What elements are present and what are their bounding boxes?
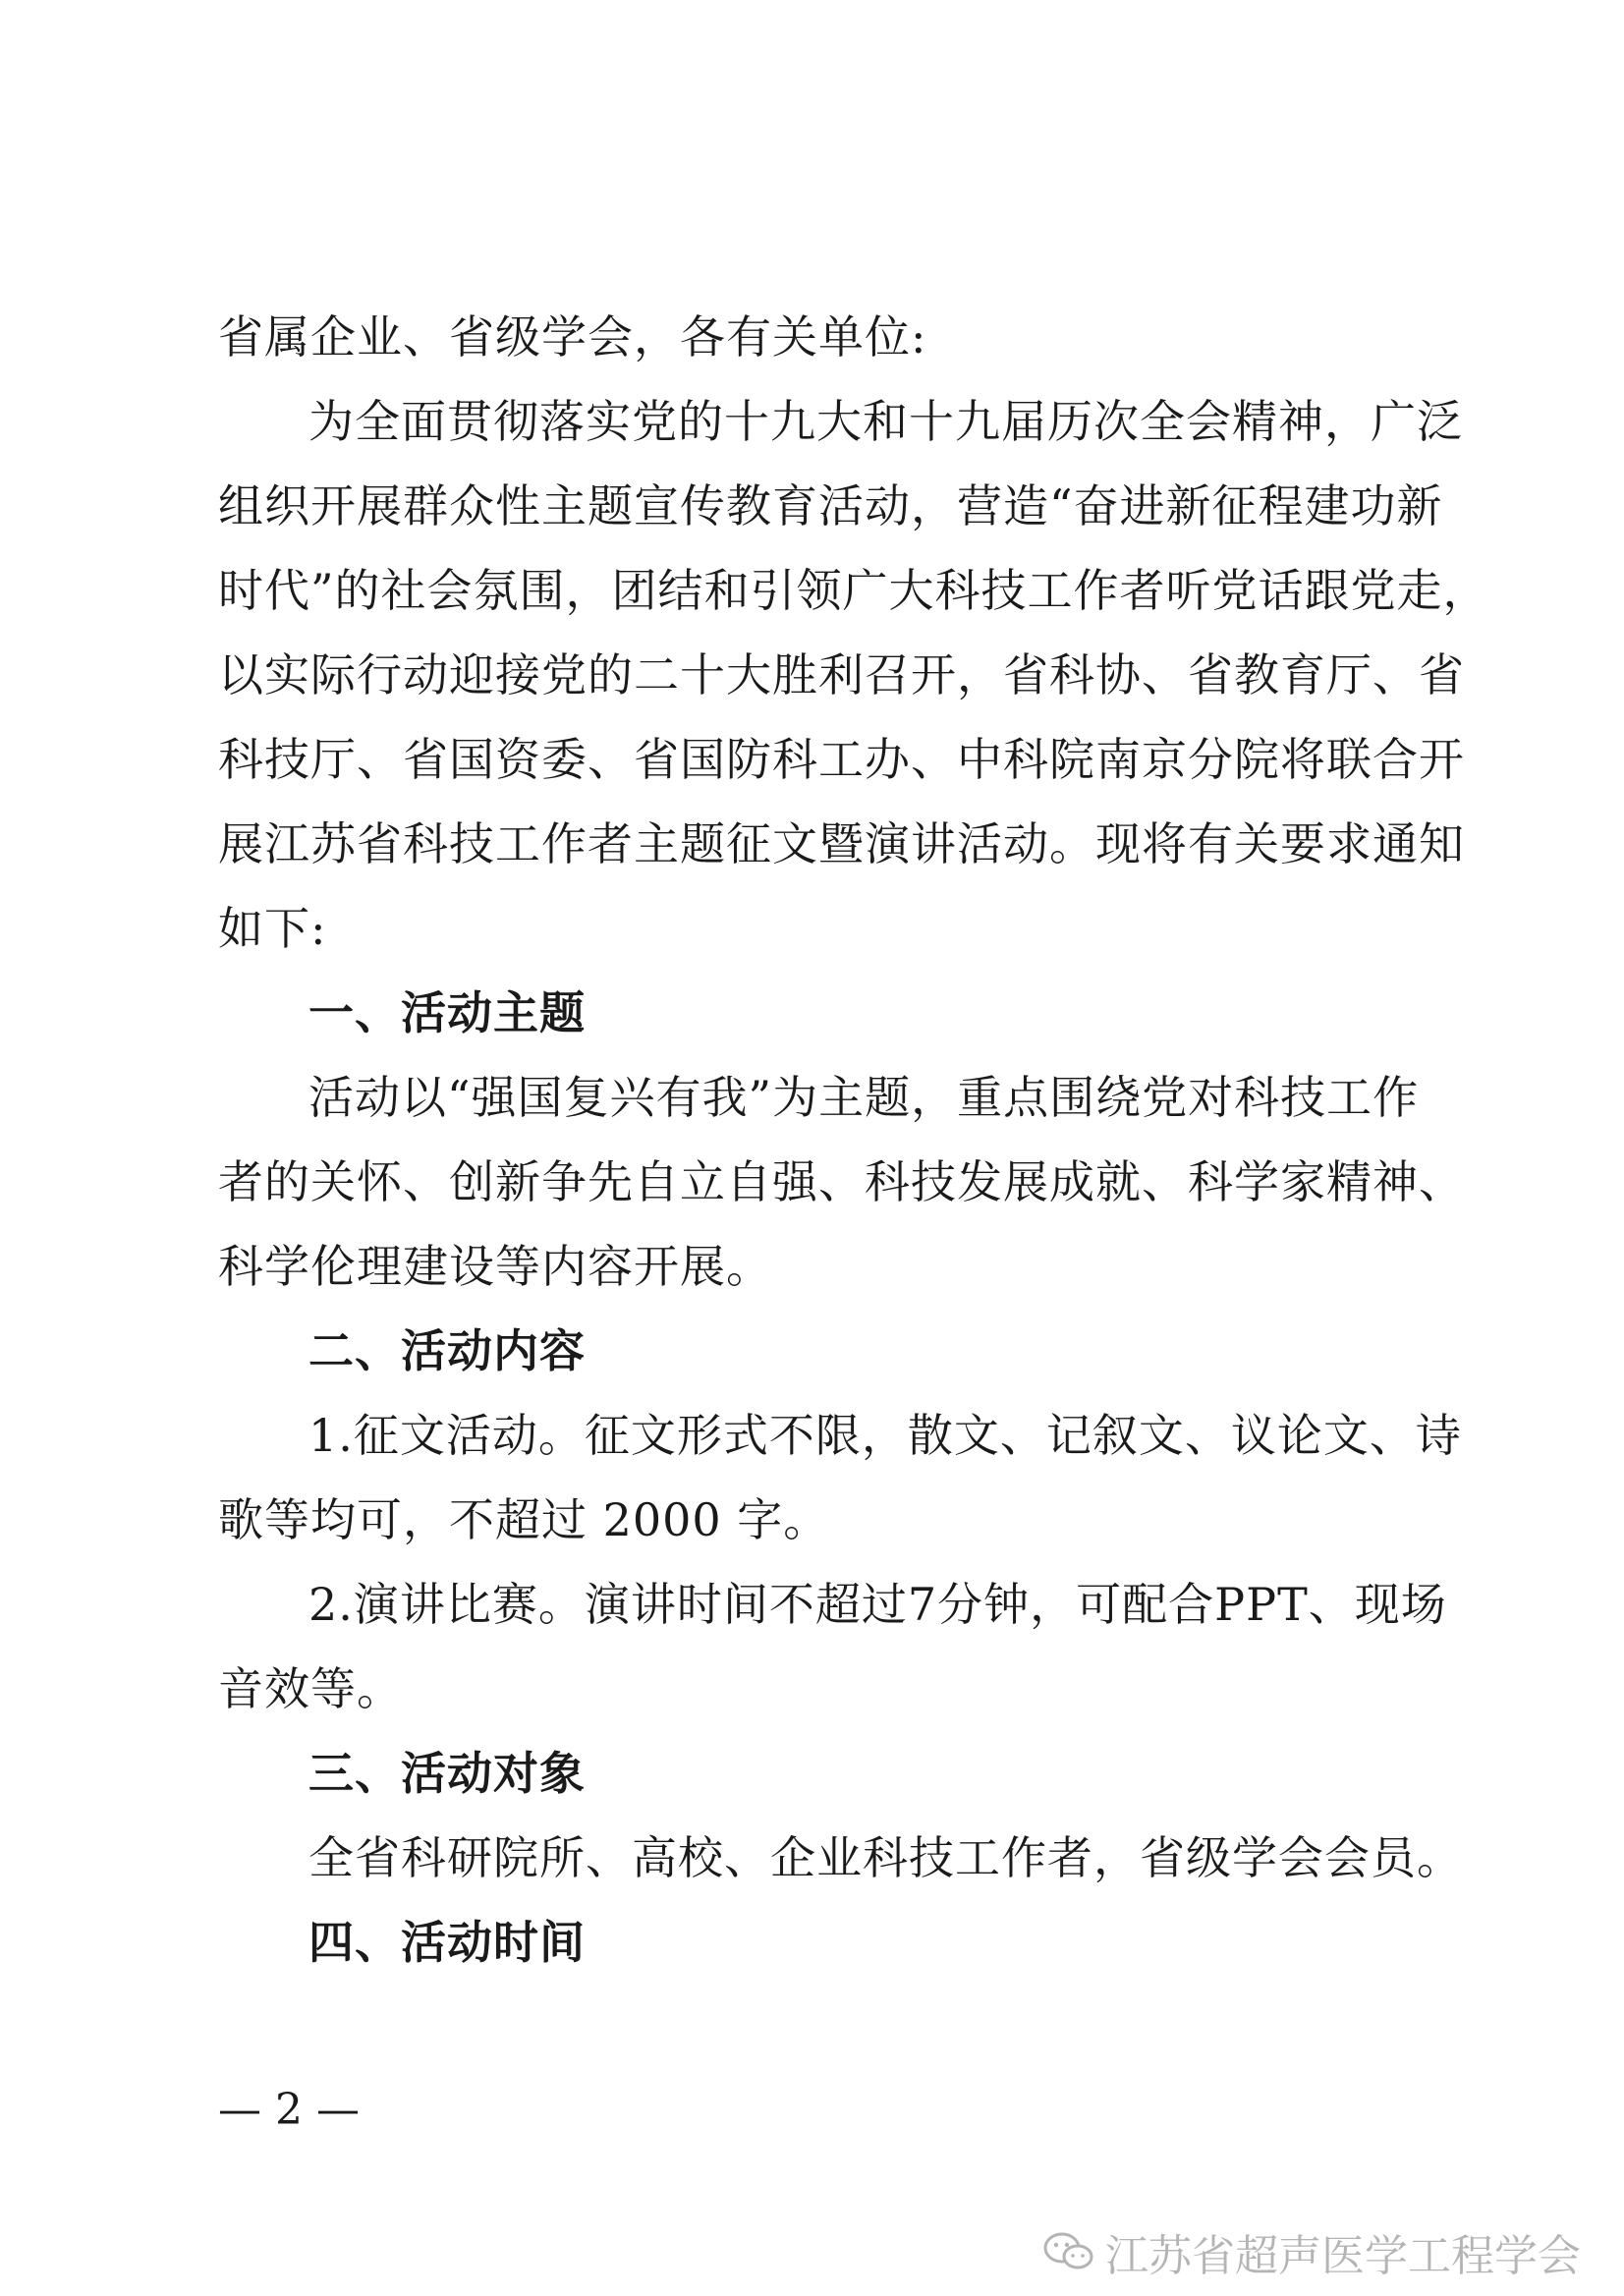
text-glyph: 题	[865, 1071, 912, 1124]
text-glyph: 的	[678, 395, 724, 448]
text-glyph: 2.	[308, 1578, 354, 1631]
text-glyph: 开	[1419, 733, 1465, 786]
paragraph-line	[218, 1055, 1419, 1140]
text-glyph: 省	[1419, 648, 1465, 701]
paragraph-line: 全省科研院所、高校、企业科技工作者，省级学会会员。	[308, 1831, 1463, 1884]
text-glyph: 和	[703, 564, 751, 617]
text-glyph: 京	[1142, 733, 1188, 786]
text-glyph: 、	[1308, 1578, 1355, 1631]
text-glyph: 动	[491, 1409, 538, 1462]
text-glyph: 征	[584, 1409, 631, 1462]
text-glyph: 求	[1326, 817, 1372, 870]
text-glyph: 创	[449, 1155, 495, 1208]
text-glyph: 文	[1138, 1409, 1185, 1462]
text-glyph: 为	[308, 395, 355, 448]
text-glyph: 科	[772, 733, 818, 786]
paragraph-line	[218, 464, 1443, 548]
section-heading: 三、活动对象	[308, 1747, 586, 1800]
text-glyph: 作	[1372, 1071, 1420, 1124]
text-glyph: 技	[911, 1155, 957, 1208]
text-glyph: ，	[957, 648, 1003, 701]
wechat-icon	[1042, 2230, 1095, 2273]
text-glyph: 围	[1049, 1071, 1096, 1124]
text-glyph: 怀	[357, 1155, 403, 1208]
text-glyph: 利	[818, 648, 865, 701]
text-glyph: 发	[957, 1155, 1003, 1208]
text-glyph: 者	[218, 1155, 264, 1208]
text-glyph: 技	[264, 733, 310, 786]
text-glyph: 十	[680, 648, 726, 701]
text-glyph: 主	[541, 479, 588, 532]
text-glyph: 群	[403, 479, 449, 532]
text-glyph: 省	[634, 733, 680, 786]
text-glyph: 十	[724, 395, 770, 448]
text-glyph: 复	[563, 1071, 610, 1124]
text-glyph: 时	[218, 564, 264, 617]
text-glyph: 叙	[1092, 1409, 1139, 1462]
text-glyph: 散	[907, 1409, 954, 1462]
text-glyph: ，	[1442, 564, 1489, 617]
text-glyph: 演	[353, 1578, 400, 1631]
text-glyph: 大	[726, 648, 772, 701]
text-glyph: 就	[1095, 1155, 1142, 1208]
section-heading: 一、活动主题	[308, 986, 586, 1039]
text-glyph: 分	[1188, 733, 1234, 786]
text-glyph: 的	[334, 564, 381, 617]
text-glyph: ，	[911, 1071, 958, 1124]
text-glyph: 传	[680, 479, 726, 532]
text-glyph: 技	[1280, 1071, 1327, 1124]
watermark-text: 江苏省超声医学工程学会	[1105, 2231, 1581, 2281]
text-glyph: 议	[1230, 1409, 1277, 1462]
paragraph-line	[218, 379, 1463, 464]
text-glyph: 合	[1372, 733, 1419, 786]
text-glyph: 科	[1188, 1155, 1234, 1208]
text-glyph: 实	[586, 395, 632, 448]
text-glyph: 展	[218, 817, 264, 870]
text-glyph: 省	[403, 733, 449, 786]
paragraph-line	[218, 802, 1465, 886]
text-glyph: 国	[680, 733, 726, 786]
text-glyph: 点	[1003, 1071, 1050, 1124]
text-glyph: 先	[588, 1155, 634, 1208]
text-glyph: 讲	[911, 817, 957, 870]
text-glyph: 开	[911, 648, 957, 701]
text-glyph: 科	[403, 817, 449, 870]
text-glyph: 以	[401, 1071, 447, 1124]
text-glyph: 立	[680, 1155, 726, 1208]
text-glyph: 活	[308, 1071, 355, 1124]
text-glyph: 争	[541, 1155, 588, 1208]
text-glyph: 者	[1119, 564, 1166, 617]
text-glyph: 间	[722, 1578, 769, 1631]
paragraph-line: 科学伦理建设等内容开展。	[218, 1240, 772, 1293]
paragraph-line	[218, 1140, 1465, 1224]
text-glyph: 自	[634, 1155, 680, 1208]
watermark	[1042, 2220, 1581, 2283]
text-glyph: 比	[445, 1578, 492, 1631]
text-glyph: 工	[818, 733, 865, 786]
text-glyph: 办	[865, 733, 911, 786]
text-glyph: 的	[588, 648, 634, 701]
text-glyph: 动	[403, 648, 449, 701]
text-glyph: 不	[768, 1409, 815, 1462]
text-glyph: 。	[537, 1409, 585, 1462]
text-glyph: 社	[380, 564, 427, 617]
text-glyph: 南	[1095, 733, 1142, 786]
text-glyph: 中	[957, 733, 1003, 786]
text-glyph: 、	[911, 733, 957, 786]
text-glyph: 省	[1188, 648, 1234, 701]
text-glyph: 代	[264, 564, 310, 617]
text-glyph: 为	[772, 1071, 819, 1124]
text-glyph: 会	[1186, 395, 1232, 448]
text-glyph: 兴	[609, 1071, 656, 1124]
text-glyph: 党	[541, 648, 588, 701]
text-glyph: 场	[1400, 1578, 1447, 1631]
text-glyph: 众	[449, 479, 495, 532]
text-glyph: 会	[426, 564, 474, 617]
text-glyph: 彻	[493, 395, 539, 448]
text-glyph: 过	[861, 1578, 908, 1631]
document-body	[218, 295, 1489, 1985]
text-glyph: 团	[611, 564, 658, 617]
text-glyph: 配	[1122, 1578, 1169, 1631]
text-glyph: 科	[218, 733, 264, 786]
text-glyph: 广	[1371, 395, 1417, 448]
text-glyph: 将	[1142, 817, 1188, 870]
text-glyph: 不	[768, 1578, 815, 1631]
text-glyph: 大	[816, 395, 863, 448]
text-glyph: 、	[1372, 648, 1419, 701]
text-glyph: 、	[999, 1409, 1046, 1462]
text-glyph: 演	[865, 817, 911, 870]
text-glyph: ，	[1324, 395, 1371, 448]
paragraph-line	[218, 548, 1489, 633]
text-glyph: 7	[907, 1578, 938, 1631]
text-glyph: 党	[1211, 564, 1259, 617]
paragraph-line	[218, 717, 1465, 802]
text-glyph: 教	[726, 479, 772, 532]
text-glyph: 迎	[449, 648, 495, 701]
text-glyph: 自	[726, 1155, 772, 1208]
text-glyph: 性	[495, 479, 541, 532]
text-glyph: 二	[634, 648, 680, 701]
text-glyph: 宣	[634, 479, 680, 532]
text-glyph: 省	[1003, 648, 1049, 701]
text-glyph: 征	[1211, 479, 1259, 532]
text-glyph: 功	[1350, 479, 1397, 532]
text-glyph: 泛	[1417, 395, 1463, 448]
text-glyph: 奋	[1073, 479, 1120, 532]
text-glyph: 国	[449, 733, 495, 786]
text-glyph: 文	[1322, 1409, 1370, 1462]
text-glyph: 主	[818, 1071, 866, 1124]
text-glyph: 、	[1419, 1155, 1465, 1208]
text-glyph: 全	[355, 395, 401, 448]
text-glyph: 绕	[1095, 1071, 1143, 1124]
text-glyph: 要	[1280, 817, 1326, 870]
text-glyph: “	[447, 1071, 472, 1124]
text-glyph: 关	[310, 1155, 357, 1208]
text-glyph: 党	[1142, 1071, 1189, 1124]
text-glyph: 、	[588, 733, 634, 786]
text-glyph: 院	[1049, 733, 1095, 786]
text-glyph: 的	[264, 1155, 310, 1208]
paragraph-line	[218, 1562, 1447, 1647]
text-glyph: 十	[909, 395, 955, 448]
text-glyph: 科	[865, 1155, 911, 1208]
paragraph-line: 歌等均可，不超过 2000 字。	[218, 1493, 830, 1546]
text-glyph: ，	[1030, 1578, 1077, 1631]
section-heading: 二、活动内容	[308, 1324, 586, 1377]
text-glyph: 活	[818, 479, 865, 532]
text-glyph: 工	[1326, 1071, 1373, 1124]
text-glyph: 、	[357, 733, 403, 786]
text-glyph: 知	[1419, 817, 1465, 870]
text-glyph: 领	[796, 564, 843, 617]
text-glyph: 话	[1258, 564, 1305, 617]
text-glyph: 将	[1280, 733, 1326, 786]
text-glyph: 党	[632, 395, 678, 448]
paragraph-line	[218, 633, 1465, 717]
text-glyph: ，	[861, 1409, 908, 1462]
text-glyph: 育	[772, 479, 818, 532]
text-glyph: 全	[1140, 395, 1186, 448]
text-glyph: 程	[1258, 479, 1305, 532]
text-glyph: 讲	[630, 1578, 677, 1631]
text-glyph: 江	[264, 817, 310, 870]
text-glyph: 面	[401, 395, 447, 448]
text-glyph: 贯	[447, 395, 493, 448]
text-glyph: 家	[1280, 1155, 1326, 1208]
text-glyph: 织	[264, 479, 310, 532]
text-glyph: 精	[1326, 1155, 1372, 1208]
text-glyph: 分	[937, 1578, 984, 1631]
text-glyph: 组	[218, 479, 264, 532]
text-glyph: 有	[1188, 817, 1234, 870]
section-heading: 四、活动时间	[308, 1916, 586, 1969]
text-glyph: 科	[934, 564, 981, 617]
text-glyph: 届	[1001, 395, 1047, 448]
text-glyph: 文	[953, 1409, 1000, 1462]
text-glyph: 厅	[310, 733, 357, 786]
text-glyph: 关	[1234, 817, 1280, 870]
text-glyph: 论	[1276, 1409, 1323, 1462]
text-glyph: 引	[750, 564, 797, 617]
text-glyph: 开	[310, 479, 357, 532]
text-glyph: 有	[655, 1071, 702, 1124]
paragraph-line: 如下:	[218, 902, 327, 955]
text-glyph: PPT	[1214, 1578, 1309, 1631]
text-glyph: ”	[310, 564, 335, 617]
text-glyph: 委	[541, 733, 588, 786]
text-glyph: 九	[770, 395, 816, 448]
text-glyph: 胜	[772, 648, 818, 701]
text-glyph: ，	[911, 479, 957, 532]
text-glyph: 重	[957, 1071, 1004, 1124]
text-glyph: 教	[1234, 648, 1280, 701]
text-glyph: 活	[445, 1409, 492, 1462]
text-glyph: 征	[726, 817, 772, 870]
text-glyph: 走	[1396, 564, 1443, 617]
text-glyph: 营	[957, 479, 1003, 532]
text-glyph: 动	[355, 1071, 401, 1124]
text-glyph: 党	[1350, 564, 1397, 617]
text-glyph: 新	[1396, 479, 1443, 532]
text-glyph: 作	[541, 817, 588, 870]
text-glyph: 次	[1093, 395, 1140, 448]
text-glyph: ，	[565, 564, 612, 617]
text-glyph: 科	[1003, 733, 1049, 786]
text-glyph: 以	[218, 648, 264, 701]
text-glyph: 者	[588, 817, 634, 870]
paragraph-line: 音效等。	[218, 1662, 403, 1715]
text-glyph: 钟	[983, 1578, 1031, 1631]
text-glyph: 暨	[818, 817, 865, 870]
text-glyph: “	[1049, 479, 1074, 532]
text-glyph: 、	[1142, 1155, 1188, 1208]
text-glyph: 超	[814, 1578, 862, 1631]
text-glyph: 科	[1234, 1071, 1281, 1124]
text-glyph: 造	[1003, 479, 1049, 532]
text-glyph: 新	[495, 1155, 541, 1208]
text-glyph: 演	[584, 1578, 631, 1631]
text-glyph: 广	[842, 564, 889, 617]
text-glyph: 技	[449, 817, 495, 870]
text-glyph: 大	[888, 564, 935, 617]
text-glyph: 诗	[1415, 1409, 1462, 1462]
text-glyph: 对	[1188, 1071, 1235, 1124]
text-glyph: 历	[1047, 395, 1093, 448]
text-glyph: 展	[357, 479, 403, 532]
text-glyph: 落	[539, 395, 586, 448]
text-glyph: 资	[495, 733, 541, 786]
text-glyph: 合	[1168, 1578, 1215, 1631]
text-glyph: 活	[957, 817, 1003, 870]
text-glyph: 协	[1095, 648, 1142, 701]
text-glyph: 苏	[310, 817, 357, 870]
text-glyph: 题	[588, 479, 634, 532]
text-glyph: 技	[980, 564, 1028, 617]
text-glyph: 科	[1049, 648, 1095, 701]
text-glyph: 学	[1234, 1155, 1280, 1208]
text-glyph: 氛	[473, 564, 520, 617]
text-glyph: 建	[1304, 479, 1351, 532]
text-glyph: 厅	[1326, 648, 1372, 701]
text-glyph: ”	[748, 1071, 773, 1124]
text-glyph: 我	[701, 1071, 749, 1124]
text-glyph: 神	[1278, 395, 1324, 448]
text-glyph: 跟	[1304, 564, 1351, 617]
text-glyph: 通	[1372, 817, 1419, 870]
text-glyph: 赛	[491, 1578, 538, 1631]
text-glyph: 。	[537, 1578, 585, 1631]
text-glyph: 强	[471, 1071, 518, 1124]
text-glyph: 和	[863, 395, 909, 448]
text-glyph: 院	[1234, 733, 1280, 786]
text-glyph: 际	[310, 648, 357, 701]
page-number: — 2 —	[218, 2085, 360, 2135]
text-glyph: 可	[1076, 1578, 1123, 1631]
text-glyph: 神	[1372, 1155, 1419, 1208]
text-glyph: 九	[955, 395, 1001, 448]
text-glyph: 文	[630, 1409, 677, 1462]
text-glyph: 围	[519, 564, 566, 617]
text-glyph: 现	[1095, 817, 1142, 870]
text-glyph: 动	[865, 479, 911, 532]
text-glyph: 、	[1184, 1409, 1231, 1462]
text-glyph: 、	[1142, 648, 1188, 701]
text-glyph: 文	[772, 817, 818, 870]
text-glyph: 防	[726, 733, 772, 786]
text-glyph: 作	[1073, 564, 1120, 617]
text-glyph: 时	[676, 1578, 723, 1631]
text-glyph: 召	[865, 648, 911, 701]
text-glyph: 育	[1280, 648, 1326, 701]
text-glyph: 实	[264, 648, 310, 701]
text-glyph: 接	[495, 648, 541, 701]
text-glyph: 精	[1232, 395, 1278, 448]
text-glyph: 1.	[308, 1409, 354, 1462]
text-glyph: 工	[495, 817, 541, 870]
text-glyph: 省	[357, 817, 403, 870]
text-glyph: 文	[399, 1409, 446, 1462]
text-glyph: 形	[676, 1409, 723, 1462]
text-glyph: 、	[1369, 1409, 1416, 1462]
text-glyph: 成	[1049, 1155, 1095, 1208]
text-glyph: 工	[1027, 564, 1074, 617]
text-glyph: 限	[814, 1409, 862, 1462]
text-glyph: 、	[818, 1155, 865, 1208]
text-glyph: 题	[680, 817, 726, 870]
text-glyph: 式	[722, 1409, 769, 1462]
text-glyph: 结	[657, 564, 704, 617]
text-glyph: 听	[1165, 564, 1212, 617]
text-glyph: 主	[634, 817, 680, 870]
text-glyph: 国	[517, 1071, 564, 1124]
text-glyph: 、	[403, 1155, 449, 1208]
text-glyph: 现	[1354, 1578, 1401, 1631]
paragraph-line	[218, 1393, 1462, 1478]
text-glyph: 记	[1045, 1409, 1092, 1462]
text-glyph: 。	[1049, 817, 1095, 870]
text-glyph: 新	[1165, 479, 1212, 532]
text-glyph: 联	[1326, 733, 1372, 786]
text-glyph: 进	[1119, 479, 1166, 532]
salutation: 省属企业、省级学会，各有关单位:	[218, 310, 927, 364]
text-glyph: 动	[1003, 817, 1049, 870]
text-glyph: 展	[1003, 1155, 1049, 1208]
text-glyph: 讲	[399, 1578, 446, 1631]
text-glyph: 强	[772, 1155, 818, 1208]
text-glyph: 行	[357, 648, 403, 701]
text-glyph: 征	[353, 1409, 400, 1462]
